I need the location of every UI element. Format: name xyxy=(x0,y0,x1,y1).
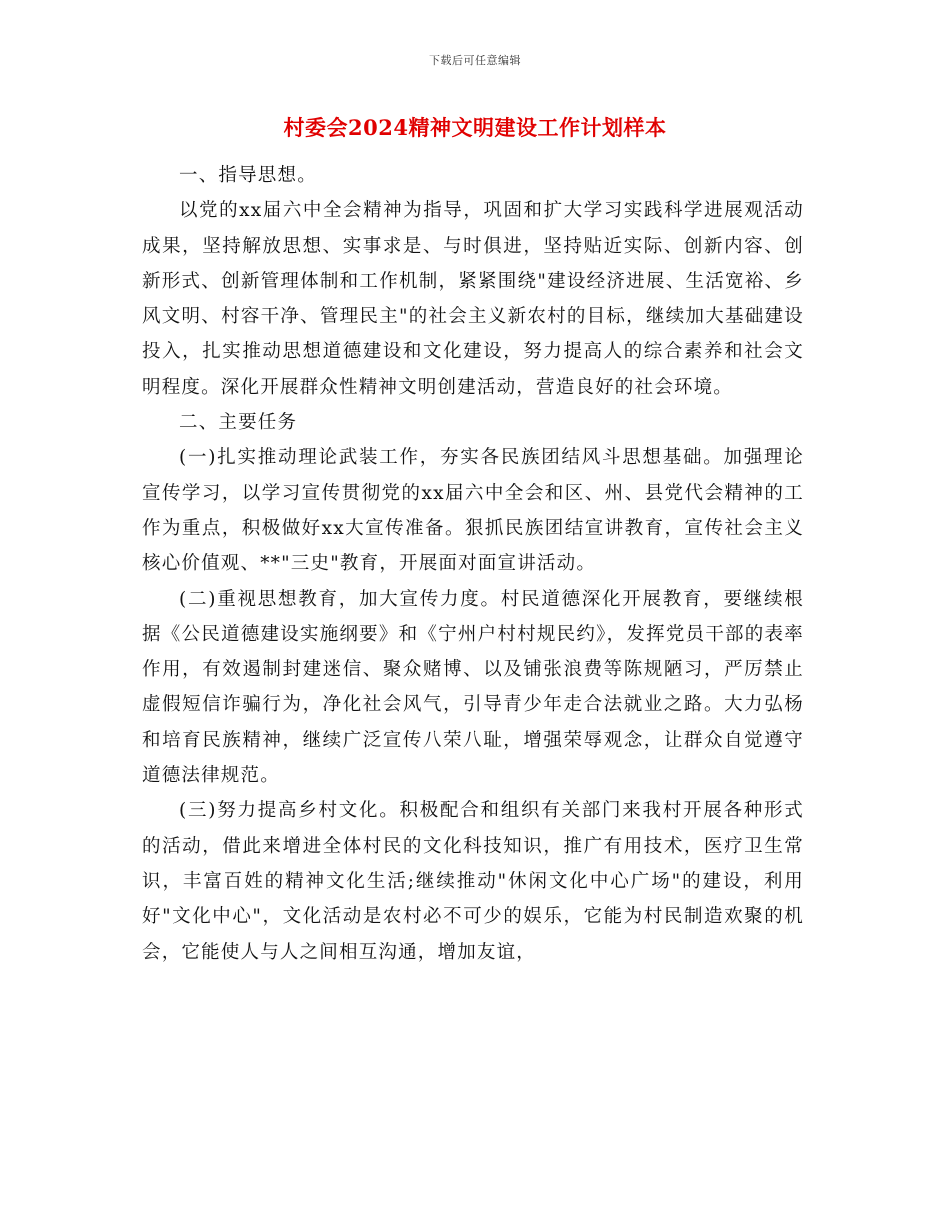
document-body xyxy=(142,158,804,970)
section-heading-main-tasks: 二、主要任务 xyxy=(179,412,298,434)
paragraph-task-3: (三)努力提高乡村文化。积极配合和组织有关部门来我村开展各种形式的活动，借此来增进全体村民的文化科技知识，推广有用技术，医疗卫生常识，丰富百姓的精神文化生活;继续推动"休闲文化中心广场"的建设，利用好"文化中心"，文化活动是农村必不可少的娱乐，它能为村民制造欢聚的机会，它能使人与人之间相互沟通，增加友谊， xyxy=(142,800,804,963)
page-header-note: 下载后可任意编辑 xyxy=(429,54,521,67)
paragraph-task-1: (一)扎实推动理论武装工作，夯实各民族团结风斗思想基础。加强理论宣传学习，以学习宣传贯彻党的xx届六中全会和区、州、县党代会精神的工作为重点，积极做好xx大宣传准备。狠抓民族团结宣讲教育，宣传社会主义核心价值观、**"三史"教育，开展面对面宣讲活动。 xyxy=(142,447,804,575)
paragraph-guiding-thought: 以党的xx届六中全会精神为指导，巩固和扩大学习实践科学进展观活动成果，坚持解放思想、实事求是、与时俱进，坚持贴近实际、创新内容、创新形式、创新管理体制和工作机制，紧紧围绕"建设经济进展、生活宽裕、乡风文明、村容干净、管理民主"的社会主义新农村的目标，继续加大基础建设投入，扎实推动思想道德建设和文化建设，努力提高人的综合素养和社会文明程度。深化开展群众性精神文明创建活动，营造良好的社会环境。 xyxy=(142,200,804,398)
section-heading-guiding-thought: 一、指导思想。 xyxy=(179,165,317,186)
document-title: 村委会2024精神文明建设工作计划样本 xyxy=(283,115,667,140)
paragraph-task-2: (二)重视思想教育，加大宣传力度。村民道德深化开展教育，要继续根据《公民道德建设实施纲要》和《宁州户村村规民约》，发挥党员干部的表率作用，有效遏制封建迷信、聚众赌博、以及铺张浪费等陈规陋习，严厉禁止虚假短信诈骗行为，净化社会风气，引导青少年走合法就业之路。大力弘杨和培育民族精神，继续广泛宣传八荣八耻，增强荣辱观念，让群众自觉遵守道德法律规范。 xyxy=(142,588,804,787)
